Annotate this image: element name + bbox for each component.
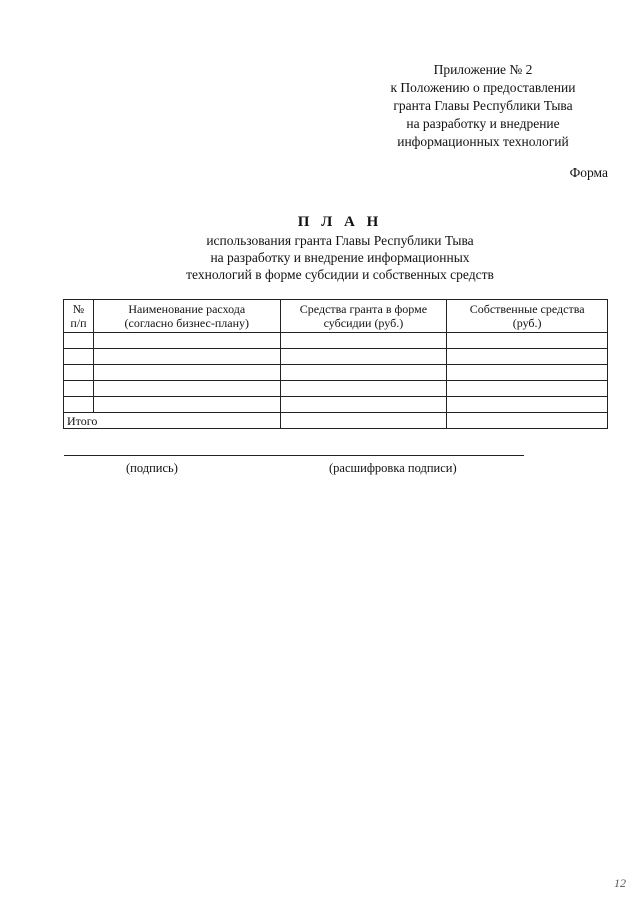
plan-table xyxy=(63,299,608,429)
table-cell xyxy=(447,333,608,349)
table-cell xyxy=(447,397,608,413)
table-row xyxy=(64,381,608,397)
table-cell xyxy=(64,349,94,365)
table-cell xyxy=(64,333,94,349)
plan-subtitle-line: технологий в форме субсидии и собственных средств xyxy=(186,267,494,282)
appendix-block xyxy=(358,61,608,151)
appendix-line: Приложение № 2 xyxy=(433,62,533,77)
table-row xyxy=(64,365,608,381)
plan-heading xyxy=(110,212,570,283)
header-number: № п/п xyxy=(64,300,94,333)
table-cell xyxy=(93,365,280,381)
appendix-line: информационных технологий xyxy=(397,134,569,149)
table-cell xyxy=(93,397,280,413)
table-cell xyxy=(447,349,608,365)
signature-decoding-label: (расшифровка подписи) xyxy=(329,461,457,475)
page-number: 12 xyxy=(614,876,626,890)
plan-subtitle-line: на разработку и внедрение информационных xyxy=(210,250,470,265)
table-cell xyxy=(280,413,447,429)
table-cell xyxy=(447,381,608,397)
table-cell xyxy=(64,381,94,397)
plan-title: П Л А Н xyxy=(297,214,383,230)
total-label: Итого xyxy=(64,413,281,429)
table-row xyxy=(64,349,608,365)
table-cell xyxy=(280,397,447,413)
form-label: Форма xyxy=(569,165,608,180)
signature-area xyxy=(64,455,524,485)
table-row xyxy=(64,397,608,413)
header-own-funds: Собственные средства (руб.) xyxy=(447,300,608,333)
table-cell xyxy=(93,333,280,349)
table-cell xyxy=(93,349,280,365)
table-cell xyxy=(447,413,608,429)
header-expense-name: Наименование расхода (согласно бизнес-плану) xyxy=(93,300,280,333)
appendix-line: к Положению о предоставлении xyxy=(390,80,576,95)
table-total-row xyxy=(64,413,608,429)
table-cell xyxy=(64,397,94,413)
header-grant-funds: Средства гранта в форме субсидии (руб.) xyxy=(280,300,447,333)
signature-line xyxy=(64,455,524,456)
table-cell xyxy=(280,381,447,397)
table-cell xyxy=(280,365,447,381)
table-cell xyxy=(93,381,280,397)
table-row xyxy=(64,333,608,349)
appendix-line: гранта Главы Республики Тыва xyxy=(393,98,573,113)
table-cell xyxy=(447,365,608,381)
table-header-row xyxy=(64,300,608,333)
table-cell xyxy=(64,365,94,381)
table-cell xyxy=(280,333,447,349)
appendix-line: на разработку и внедрение xyxy=(406,116,560,131)
plan-subtitle-line: использования гранта Главы Республики Тыва xyxy=(206,233,474,248)
signature-label: (подпись) xyxy=(126,461,178,475)
table-cell xyxy=(280,349,447,365)
